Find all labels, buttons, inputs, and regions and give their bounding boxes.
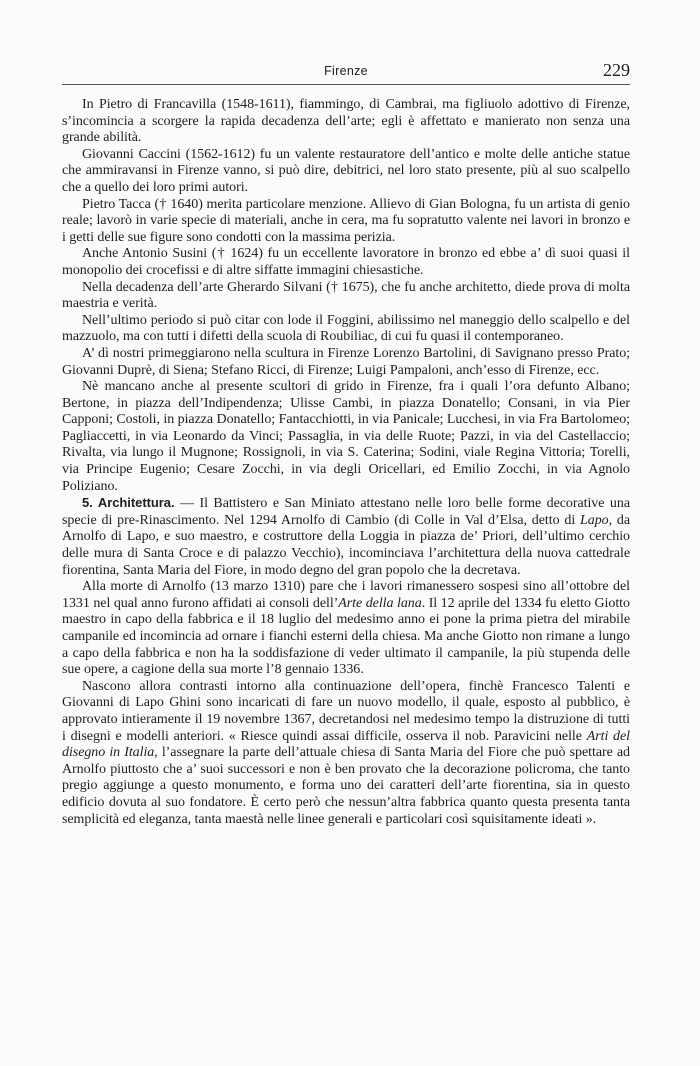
italic-term: Arte della lana	[338, 595, 422, 611]
paragraph-text: Anche Antonio Susini († 1624) fu un eccellente lavoratore in bronzo ed ebbe a’ dì suoi quasi il monopolio dei crocefissi e di altre siffatte immagini chiesastiche.	[62, 246, 630, 278]
paragraph-foggini	[62, 313, 630, 346]
paragraph-text: A’ dì nostri primeggiarono nella scultura in Firenze Lorenzo Bartolini, di Savignano presso Prato; Giovanni Duprè, di Siena; Stefano Ricci, di Firenze; Luigi Pampaloni, anch’esso di Firenze, ecc.	[62, 345, 630, 378]
paragraph-text-continued: . Il 12 aprile del 1334 fu eletto Giotto maestro in capo della fabbrica e il 18 luglio del medesimo anno ei pone la prima pietra del mirabile campanile ed incomincia ad ornare i fianchi esterni della chiesa. Ma anche Giotto non rimane a lungo a capo della fabbrica e non ha la soddisfazione di veder ultimato il campanile, la più stupenda delle sue opere, a cagione della sua morte l’8 gennaio 1336.	[62, 595, 630, 678]
italic-term: Lapo	[580, 512, 609, 528]
paragraph-text: Nell’ultimo periodo si può citar con lode il Foggini, abilissimo nel maneggio dello scalpello e del mazzuolo, ma con tutti i difetti della scuola di Roubiliac, di cui fu quasi il contemporaneo.	[62, 312, 630, 345]
paragraph-text: In Pietro di Francavilla (1548-1611), fiammingo, di Cambrai, ma figliuolo adottivo di Firenze, s’incomincia a scorgere la rapida decadenza dell’arte; egli è affettato e manierato non senza una grande abilità.	[62, 97, 630, 146]
paragraph-text-continued: , l’assegnare la parte dell’attuale chiesa di Santa Maria del Fiore che può spettare ad Arnolfo piuttosto che a’ suoi successori e non è ben provato che la decorazione policroma, che tanto pregio aggiunge a questo monumento, e forma uno dei caratteri dell’arte fiorentina, sia in questo edificio dovuta al suo fondatore. È certo però che nessun’altra fabbrica quanto questa presenta tanta semplicità ed eleganza, tanta maestà nelle linee generali e particolari così squisitamente ideati ».	[62, 745, 630, 827]
body-text	[62, 97, 630, 828]
paragraph-text: Nè mancano anche al presente scultori di grido in Firenze, fra i quali l’ora defunto Albano; Bertone, in piazza dell’Indipendenza; Ulisse Cambi, in piazza Donatello; Consani, in via Pier Capponi; Costoli, in piazza Donatello; Fantacchiotti, in via Panicale; Lucchesi, in via Fra Bartolomeo; Pagliaccetti, in via Leonardo da Vinci; Passaglia, in via delle Ruote; Pazzi, in via del Castellaccio; Rivalta, via lungo il Mugnone; Rossignoli, in via S. Caterina; Sodini, viale Regina Vittoria; Torelli, via Principe Eugenio; Cesare Zocchi, in via degli Oricellari, ed Emilio Zocchi, in via Agnolo Poliziano.	[62, 379, 630, 494]
paragraph-susini	[62, 246, 630, 279]
paragraph-caccini	[62, 147, 630, 197]
paragraph-modern-sculptors	[62, 346, 630, 379]
paragraph-text: Giovanni Caccini (1562-1612) fu un valente restauratore dell’antico e molte delle antiche statue che ammiravansi in Firenze vanno, si può dire, debitrici, nel loro stato presente, più al suo scalpello che a quello dei loro primi autori.	[62, 146, 630, 195]
section-heading: 5. Architettura.	[82, 495, 175, 511]
paragraph-text: Pietro Tacca († 1640) merita particolare menzione. Allievo di Gian Bologna, fu un artista di genio reale; lavorò in varie specie di materiali, anche in cera, ma fu sopratutto valente nei lavori in bronzo e i getti delle sue figure sono condotti con la massima perizia.	[62, 196, 630, 245]
paragraph-silvani	[62, 280, 630, 313]
book-page	[62, 58, 630, 828]
paragraph-francavilla	[62, 97, 630, 147]
running-title: Firenze	[324, 64, 368, 78]
paragraph-tacca	[62, 197, 630, 247]
paragraph-text-continued: , da Arnolfo di Lapo, e suo maestro, e costruttore della Loggia in piazza de’ Priori, dell’ultimo cerchio delle mura di Santa Croce e di palazzo Vecchio), incominciava l’architettura della nuova cattedrale fiorentina, Santa Maria del Fiore, in modo degno del gran popolo che la decretava.	[62, 512, 631, 578]
italic-book-title: Arti del disegno in Italia	[62, 728, 630, 761]
page-header	[62, 58, 630, 85]
paragraph-text: Nella decadenza dell’arte Gherardo Silvani († 1675), che fu anche architetto, diede prova di molta maestria e verità.	[62, 279, 630, 312]
paragraph-text: Nascono allora contrasti intorno alla continuazione dell’opera, finchè Francesco Talenti e Giovanni di Lapo Ghini sono incaricati di fare un nuovo modello, il quale, esposto al pubblico, è approvato intieramente il 19 novembre 1367, decretandosi nel medesimo tempo la distruzione di tutti i disegni e modelli anteriori. « Riesce quindi assai difficile, osserva il nob. Paravicini nelle	[62, 678, 630, 744]
paragraph-architettura	[62, 495, 630, 579]
paragraph-text: — Il Battistero e San Miniato attestano nelle loro belle forme decorative una specie di pre-Rinascimento. Nel 1294 Arnolfo di Cambio (di Colle in Val d’Elsa, detto di	[62, 496, 630, 528]
paragraph-text: Alla morte di Arnolfo (13 marzo 1310) pare che i lavori rimanessero sospesi sino all’ottobre del 1331 nel qual anno furono affidati ai consoli dell’	[62, 579, 630, 611]
paragraph-giotto	[62, 579, 630, 679]
paragraph-living-sculptors	[62, 379, 630, 495]
page-number: 229	[603, 60, 630, 80]
paragraph-talenti	[62, 679, 630, 828]
